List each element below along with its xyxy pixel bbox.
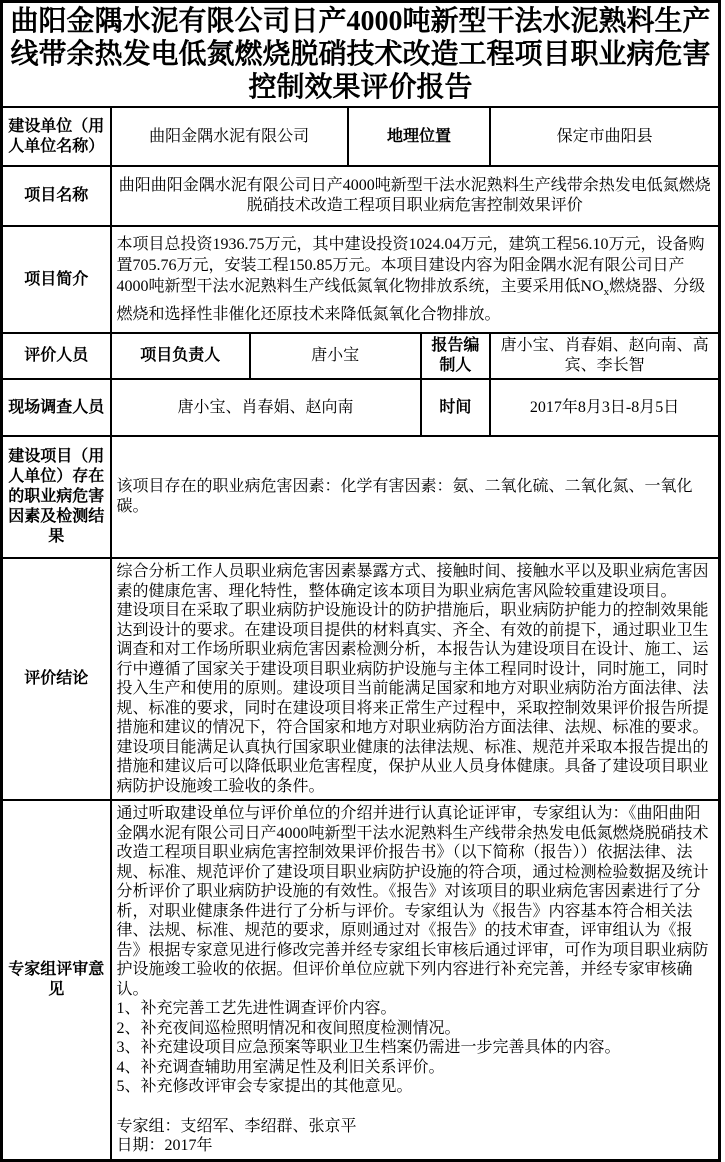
expert-review-item-4: 4、补充调查辅助用室满足性及利旧关系评价。 [116,1058,445,1076]
hazards-value: 该项目存在的职业病危害因素：化学有害因素：氨、二氧化硫、二氧化氮、一氧化碳。 [111,436,720,558]
builder-row [2,107,720,166]
project-summary-text-b: 燃烧器、分级燃烧和选择性非催化还原技术来降低氮氧化合物排放。 [116,278,706,323]
conclusion-row [2,558,720,800]
project-summary-value [111,226,720,333]
time-value: 2017年8月3日-8月5日 [490,379,719,436]
project-summary-row [2,226,720,333]
report-title [2,2,720,108]
expert-review-value [111,800,720,1160]
location-label: 地理位置 [348,107,490,166]
expert-review-item-5: 5、补充修改评审会专家提出的其他意见。 [116,1078,413,1095]
project-leader-label: 项目负责人 [111,333,250,379]
conclusion-value [111,558,720,800]
expert-review-item-1: 1、补充完善工艺先进性调查评价内容。 [116,1000,397,1017]
report-title-line1: 曲阳金隅水泥有限公司日产4000吨新型干法水泥熟料生产 [10,6,711,37]
time-label: 时间 [421,379,491,436]
evaluators-row [2,333,720,379]
project-summary-label: 项目简介 [2,226,111,333]
builder-value: 曲阳金隅水泥有限公司 [111,107,348,166]
report-compiler-label: 报告编制人 [421,333,491,379]
project-name-value: 曲阳曲阳金隅水泥有限公司日产4000吨新型干法水泥熟料生产线带余热发电低氮燃烧脱硝技术改造工程项目职业病危害控制效果评价 [111,166,720,226]
site-survey-value: 唐小宝、肖春娟、赵向南 [111,379,421,436]
location-value: 保定市曲阳县 [490,107,719,166]
expert-review-row [2,800,720,1160]
project-name-row [2,166,720,226]
evaluators-label: 评价人员 [2,333,111,379]
expert-group-names: 专家组：支绍军、李绍群、张京平 [116,1117,357,1135]
site-survey-row [2,379,720,436]
nox-subscript: x [603,286,610,299]
hazards-row [2,436,720,558]
hazards-label: 建设项目（用人单位）存在的职业病危害因素及检测结果 [2,436,111,558]
builder-label: 建设单位（用人单位名称） [2,107,111,166]
site-survey-label: 现场调查人员 [2,379,111,436]
report-title-line2: 线带余热发电低氮燃烧脱硝技术改造工程项目职业病危害 [10,39,711,70]
expert-review-label: 专家组评审意见 [2,800,111,1160]
conclusion-paragraph-1: 综合分析工作人员职业病危害因素暴露方式、接触时间、接触水平以及职业病危害因素的健康危害、理化特性，整体确定该本项目为职业病危害风险较重建设项目。 [116,563,709,600]
expert-review-item-3: 3、补充建设项目应急预案等职业卫生档案仍需进一步完善具体的内容。 [116,1039,621,1056]
report-compiler-value: 唐小宝、肖春娟、赵向南、高宾、李长智 [490,333,719,379]
title-row [2,2,720,108]
expert-review-intro: 通过听取建设单位与评价单位的介绍并进行认真论证评审，专家组认为：《曲阳曲阳金隅水泥有限公司日产4000吨新型干法水泥熟料生产线带余热发电低氮燃烧脱硝技术改造工程项目职业病危害控制效果评价报告书》（以下简称（报告））依据法律、法规、标准、规范评价了建设项目职业病防护设施的符合项，通过检测检验数据及统计分析评价了职业病防护设施的有效性。《报告》对该项目的职业病危害因素进行了分析，对职业健康条件进行了分析与评价。专家组认为《报告》内容基本符合相关法律、法规、标准、规范的要求，原则通过对《报告》的技术审查，评审组认为《报告》根据专家意见进行修改完善并经专家组长审核后通过评审，可作为项目职业病防护设施竣工验收的依据。但评价单位应就下列内容进行补充完善，并经专家审核确认。 [116,805,709,998]
project-summary-text-a: 本项目总投资1936.75万元，其中建设投资1024.04万元，建筑工程56.10万元，设备购置705.76万元，安装工程150.85万元。本项目建设内容为阳金隅水泥有限公司日产4000吨新型干法水泥熟料生产线低氮氧化物排放系统，主要采用低NO [116,236,705,296]
review-date: 日期：2017年 [116,1137,213,1154]
conclusion-label: 评价结论 [2,558,111,800]
project-name-label: 项目名称 [2,166,111,226]
conclusion-paragraph-2: 建设项目在采取了职业病防护设施设计的防护措施后，职业病防护能力的控制效果能达到设计的要求。在建设项目提供的材料真实、齐全、有效的前提下，通过职业卫生调查和对工作场所职业病危害因素检测分析，本报告认为建设项目在设计、施工、运行中遵循了国家关于建设项目职业病防护设施与主体工程同时设计，同时施工，同时投入生产和使用的原则。建设项目当前能满足国家和地方对职业病防治方面法律、法规、标准的要求，同时在建设项目将来正常生产过程中，采取控制效果评价报告所提措施和建议的情况下，符合国家和地方对职业病防治方面法律、法规、标准的要求。建设项目能满足认真执行国家职业健康的法律法规、标准、规范并采取本报告提出的措施和建议后可以降低职业危害程度，保护从业人员身体健康。具备了建设项目职业病防护设施竣工验收的条件。 [116,602,709,795]
report-title-line3: 控制效果评价报告 [248,72,473,103]
project-leader-value: 唐小宝 [250,333,421,379]
expert-review-item-2: 2、补充夜间巡检照明情况和夜间照度检测情况。 [116,1019,461,1037]
